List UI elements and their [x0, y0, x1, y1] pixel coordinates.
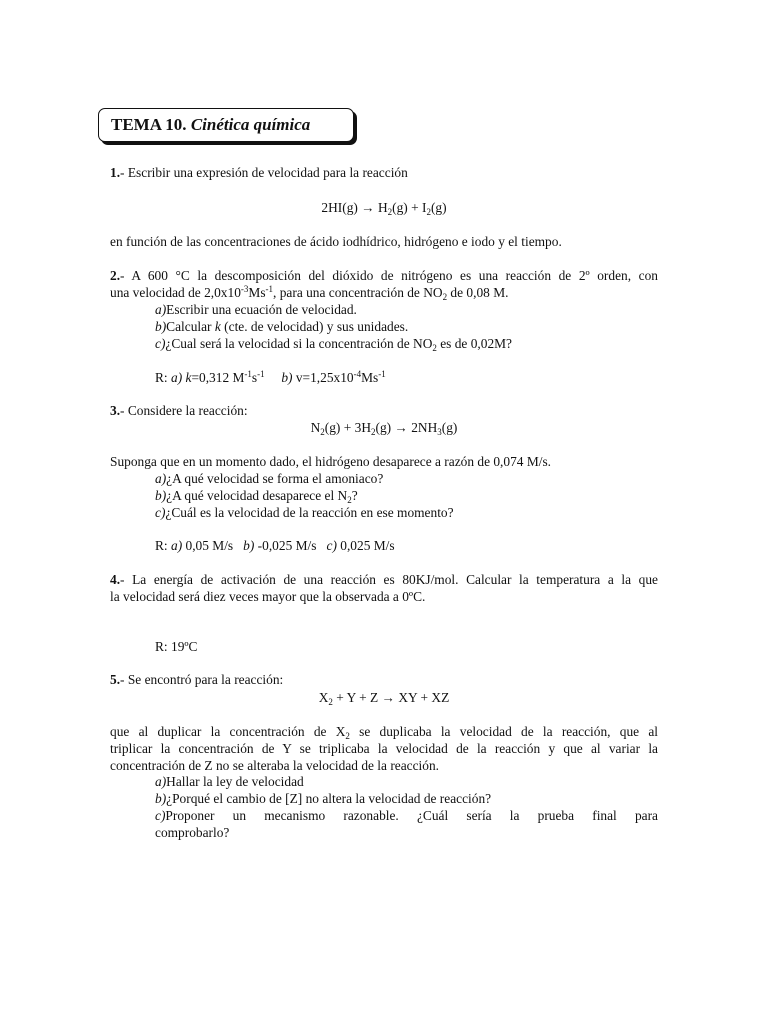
problem-5-item-a: a)Hallar la ley de velocidad	[155, 774, 304, 789]
problem-3-equation: $N_2(g) + 3H_2(g) \to 2NH_3(g)$	[310, 420, 458, 437]
problem-5-line-1: que al duplicar la concentración de $X_2$ se duplicaba la velocidad de la reacción, que al	[110, 724, 659, 741]
problem-2-number: 2.	[110, 268, 121, 283]
problem-2-item-a: a)Escribir una ecuación de velocidad.	[155, 302, 357, 317]
problem-5-number: 5.	[110, 672, 121, 687]
problem-3-intro: 3.- Considere la reacción:	[110, 403, 248, 418]
problem-1-after: en función de las concentraciones de ácido iodhídrico, hidrógeno e iodo y el tiempo.	[110, 234, 562, 249]
problem-1-text: - Escribir una expresión de velocidad para la reacción	[120, 165, 408, 180]
problem-5-intro: 5.- Se encontró para la reacción:	[110, 672, 284, 687]
title-bold: TEMA 10.	[111, 115, 187, 134]
problem-2-item-c: c)¿Cual será la velocidad si la concentración de $NO_2$ es de 0,02M?	[155, 336, 512, 353]
problem-3-answer: R: a) 0,05 M/s b) -0,025 M/s c) 0,025 M/s	[155, 538, 395, 553]
problem-5-line-3: concentración de Z no se alteraba la velocidad de la reacción.	[110, 758, 440, 773]
problem-5-item-c-line-2: comprobarlo?	[155, 825, 230, 840]
problem-3-after: Suponga que en un momento dado, el hidrógeno desaparece a razón de 0,074 M/s.	[110, 454, 552, 469]
problem-3-item-b: b)¿A qué velocidad desaparece el $N_2$?	[155, 488, 358, 505]
title-italic: Cinética química	[190, 115, 311, 134]
problem-4-number: 4.	[110, 572, 121, 587]
problem-5-item-c-line-1: c)Proponer un mecanismo razonable. ¿Cuál sería la prueba final para	[155, 808, 658, 823]
problem-2-line-1: 2.- A 600 °C la descomposición del dióxido de nitrógeno es una reacción de 2º orden, con	[110, 268, 658, 283]
problem-4-line-1: 4.- La energía de activación de una reacción es 80KJ/mol. Calcular la temperatura a la que	[110, 572, 658, 587]
problem-5-equation: $X_2 + Y + Z$ → XY + XZ	[318, 690, 450, 707]
problem-3-number: 3.	[110, 403, 121, 418]
problem-4-line-2: la velocidad será diez veces mayor que la observada a 0ºC.	[110, 589, 426, 604]
problem-1-intro	[110, 164, 408, 181]
problem-2-item-b: b)Calcular k (cte. de velocidad) y sus unidades.	[155, 319, 409, 334]
title-box	[98, 108, 354, 142]
problem-1-number: 1.	[110, 165, 121, 180]
problem-4-answer: R: 19ºC	[155, 639, 198, 654]
problem-2-answer: R: a) k=0,312 $M^{-1}s^{-1}$ b) $v=1,25x10^{-4}Ms^{-1}$	[155, 369, 386, 385]
page-title	[111, 115, 310, 135]
problem-5-item-b: b)¿Porqué el cambio de [Z] no altera la velocidad de reacción?	[155, 791, 492, 806]
problem-3-item-c: c)¿Cuál es la velocidad de la reacción en ese momento?	[155, 505, 454, 520]
problem-2-line-2: una velocidad de $2,0x10^{-3}Ms^{-1}$, para una concentración de $NO_2$ de 0,08 M.	[110, 284, 509, 302]
problem-1-equation: $2HI(g) \to H_2(g) + I_2(g)$	[321, 200, 447, 217]
problem-3-item-a: a)¿A qué velocidad se forma el amoniaco?	[155, 471, 384, 486]
problem-5-line-2: triplicar la concentración de Y se triplicaba la velocidad de la reacción y que al variar la	[110, 741, 658, 756]
